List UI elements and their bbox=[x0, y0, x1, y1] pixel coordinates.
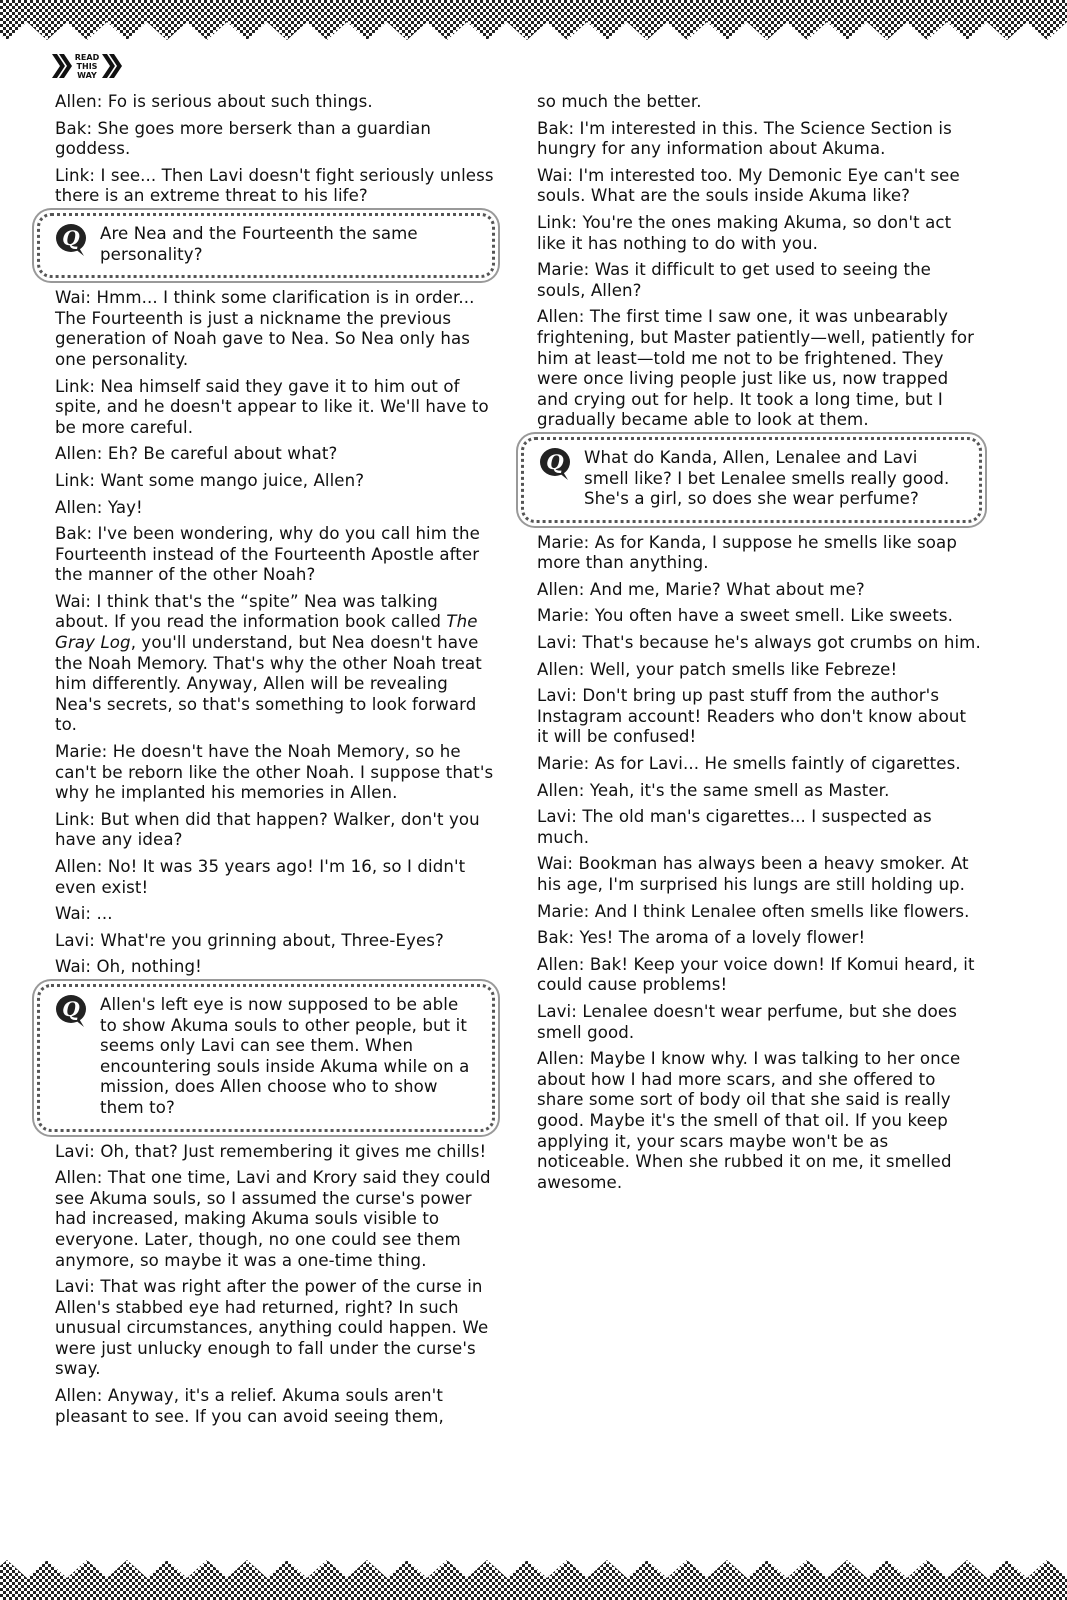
dialogue-text: The first time I saw one, it was unbearably frightening, but Master patiently—well, patiently for him at least—told me not to be frightened. They were once living people just like us, now trapped and crying out for help. It took a long time, but I gradually became able to look at them. bbox=[537, 307, 975, 430]
speaker-name: Marie: bbox=[55, 742, 108, 762]
dialogue-line bbox=[55, 1168, 495, 1271]
dialogue-text: Lenalee doesn't wear perfume, but she does smell good. bbox=[537, 1001, 957, 1042]
dialogue-text: She goes more berserk than a guardian goddess. bbox=[55, 118, 431, 159]
dialogue-line bbox=[55, 498, 495, 519]
dialogue-line bbox=[537, 633, 982, 654]
speaker-name: Lavi: bbox=[537, 1001, 577, 1021]
dialogue-line bbox=[55, 810, 495, 851]
speaker-name: Marie: bbox=[537, 901, 590, 921]
dialogue-text: That one time, Lavi and Krory said they could see Akuma souls, so I assumed the curse's power had increased, making Akuma souls visible to everyone. Later, though, no one could see them anymore, so maybe it was a one-time thing. bbox=[55, 1168, 491, 1270]
dialogue-line bbox=[537, 902, 982, 923]
speaker-name: Link: bbox=[55, 470, 96, 490]
question-text: What do Kanda, Allen, Lenalee and Lavi smell like? I bet Lenalee smells really good. She's a girl, so does she wear perfume? bbox=[584, 447, 950, 509]
dialogue-line bbox=[55, 742, 495, 804]
dialogue-line bbox=[55, 119, 495, 160]
top-checker-border bbox=[0, 0, 1067, 42]
speaker-name: Allen: bbox=[55, 444, 103, 464]
dialogue-text: Maybe I know why. I was talking to her once about how I had more scars, and she offered to share some sort of body oil that she said is really good. Maybe it's the smell of that oil. If you keep applying it, your scars maybe won't be as noticeable. When she rubbed it on me, it smelled awesome. bbox=[537, 1049, 961, 1192]
dialogue-text: Well, your patch smells like Febreze! bbox=[589, 659, 898, 679]
speaker-name: Bak: bbox=[55, 118, 93, 138]
dialogue-text: ... bbox=[96, 904, 113, 924]
speaker-name: Link: bbox=[537, 212, 578, 232]
dialogue-line bbox=[537, 1002, 982, 1043]
dialogue-line bbox=[537, 166, 982, 207]
right-column bbox=[537, 92, 982, 1199]
dialogue-text: He doesn't have the Noah Memory, so he can't be reborn like the other Noah. I suppose that's why he implanted his memories in Allen. bbox=[55, 742, 494, 803]
dialogue-text bbox=[55, 592, 482, 735]
dialogue-text: Don't bring up past stuff from the author's Instagram account! Readers who don't know about it will be confused! bbox=[537, 686, 967, 747]
dialogue-text: Was it difficult to get used to seeing the souls, Allen? bbox=[537, 260, 931, 300]
speaker-name: Allen: bbox=[537, 307, 585, 327]
dialogue-text: Yes! The aroma of a lovely flower! bbox=[579, 928, 866, 948]
dialogue-text: But when did that happen? Walker, don't you have any idea? bbox=[55, 809, 480, 850]
speaker-name: Wai: bbox=[55, 591, 92, 611]
speaker-name: Allen: bbox=[537, 1049, 585, 1069]
dialogue-line bbox=[55, 1386, 495, 1427]
dialogue-line bbox=[537, 533, 982, 574]
svg-text:Q: Q bbox=[546, 449, 564, 474]
reader-question-box bbox=[521, 437, 982, 523]
dialogue-line bbox=[537, 580, 982, 601]
speaker-name: Lavi: bbox=[55, 930, 95, 950]
dialogue-line bbox=[55, 471, 495, 492]
speaker-name: Allen: bbox=[537, 780, 585, 800]
q-bubble-icon bbox=[54, 993, 88, 1029]
dialogue-line bbox=[55, 1142, 495, 1163]
dialogue-text: Oh, that? Just remembering it gives me chills! bbox=[100, 1141, 487, 1161]
dialogue-line bbox=[537, 928, 982, 949]
dialogue-line bbox=[55, 92, 495, 113]
speaker-name: Wai: bbox=[55, 904, 92, 924]
speaker-name: Marie: bbox=[537, 754, 590, 774]
speaker-name: Lavi: bbox=[537, 633, 577, 653]
speaker-name: Link: bbox=[55, 376, 96, 396]
dialogue-text: Fo is serious about such things. bbox=[107, 92, 373, 111]
speaker-name: Lavi: bbox=[537, 686, 577, 706]
dialogue-line bbox=[55, 957, 495, 978]
dialogue-text: And I think Lenalee often smells like flowers. bbox=[594, 901, 970, 921]
bottom-checker-border bbox=[0, 1558, 1067, 1600]
reader-question-box bbox=[37, 213, 495, 278]
svg-text:Q: Q bbox=[62, 996, 80, 1021]
dialogue-text: No! It was 35 years ago! I'm 16, so I didn't even exist! bbox=[55, 857, 466, 897]
dialogue-text: I'm interested in this. The Science Section is hungry for any information about Akuma. bbox=[537, 118, 952, 159]
dialogue-text: Yeah, it's the same smell as Master. bbox=[589, 780, 890, 800]
dialogue-text: You're the ones making Akuma, so don't act like it has nothing to do with you. bbox=[537, 212, 952, 253]
dialogue-text: Anyway, it's a relief. Akuma souls aren't pleasant to see. If you can avoid seeing them, bbox=[55, 1386, 444, 1426]
dialogue-line bbox=[537, 807, 982, 848]
dialogue-text: That was right after the power of the curse in Allen's stabbed eye had returned, right? In such unusual circumstances, anything could happen. We were just unlucky enough to fall under the curse's sway. bbox=[55, 1277, 489, 1379]
speaker-name: Allen: bbox=[55, 92, 103, 111]
read-this-way-badge bbox=[52, 50, 122, 82]
q-bubble-icon bbox=[538, 446, 572, 482]
dialogue-line bbox=[537, 781, 982, 802]
dialogue-line bbox=[55, 444, 495, 465]
speaker-name: Wai: bbox=[537, 165, 574, 185]
speaker-name: Lavi: bbox=[537, 807, 577, 827]
dialogue-line bbox=[537, 754, 982, 775]
dialogue-line bbox=[537, 955, 982, 996]
dialogue-line bbox=[537, 307, 982, 431]
dialogue-line bbox=[55, 592, 495, 736]
dialogue-line bbox=[537, 660, 982, 681]
dialogue-line bbox=[537, 260, 982, 301]
dialogue-line bbox=[537, 119, 982, 160]
dialogue-line bbox=[537, 92, 982, 113]
speaker-name: Bak: bbox=[537, 928, 575, 948]
dialogue-line bbox=[537, 213, 982, 254]
dialogue-line bbox=[55, 904, 495, 925]
svg-text:Q: Q bbox=[62, 225, 80, 250]
speaker-name: Link: bbox=[55, 809, 96, 829]
speaker-name: Allen: bbox=[55, 1386, 103, 1406]
dialogue-line bbox=[537, 606, 982, 627]
speaker-name: Allen: bbox=[537, 579, 585, 599]
dialogue-text: Want some mango juice, Allen? bbox=[100, 470, 365, 490]
left-column bbox=[55, 92, 495, 1433]
speaker-name: Bak: bbox=[55, 524, 93, 544]
dialogue-text: You often have a sweet smell. Like sweets. bbox=[594, 606, 954, 626]
dialogue-text: Hmm... I think some clarification is in order... The Fourteenth is just a nickname the previous generation of Noah gave to Nea. So Nea only has one personality. bbox=[55, 288, 475, 369]
speaker-name: Allen: bbox=[537, 659, 585, 679]
speaker-name: Allen: bbox=[55, 497, 103, 517]
dialogue-line bbox=[55, 166, 495, 207]
dialogue-text: I'm interested too. My Demonic Eye can't see souls. What are the souls inside Akuma like? bbox=[537, 165, 960, 206]
question-text: Allen's left eye is now supposed to be able to show Akuma souls to other people, but it seems only Lavi can see them. When encountering souls inside Akuma while on a mission, does Allen choose who to show them to? bbox=[100, 994, 470, 1117]
dialogue-text: I've been wondering, why do you call him the Fourteenth instead of the Fourteenth Apostle after the manner of the other Noah? bbox=[55, 524, 480, 585]
speaker-name: Wai: bbox=[537, 854, 574, 874]
dialogue-text: What're you grinning about, Three-Eyes? bbox=[100, 930, 444, 950]
dialogue-line bbox=[537, 1049, 982, 1193]
svg-text:READTHISWAY: READ THIS WAY bbox=[74, 53, 100, 80]
dialogue-line bbox=[55, 1277, 495, 1380]
dialogue-text: Oh, nothing! bbox=[96, 957, 202, 977]
dialogue-text: And me, Marie? What about me? bbox=[589, 579, 865, 599]
reader-question-box bbox=[37, 984, 495, 1132]
dialogue-text: Bookman has always been a heavy smoker. At his age, I'm surprised his lungs are still holding up. bbox=[537, 854, 969, 894]
dialogue-text: Nea himself said they gave it to him out of spite, and he doesn't appear to like it. We'll have to be more careful. bbox=[55, 376, 489, 437]
dialogue-text: Yay! bbox=[107, 497, 143, 517]
dialogue-line bbox=[537, 686, 982, 748]
speaker-name: Lavi: bbox=[55, 1141, 95, 1161]
dialogue-line bbox=[55, 288, 495, 370]
dialogue-text: Eh? Be careful about what? bbox=[107, 444, 338, 464]
speaker-name: Lavi: bbox=[55, 1277, 95, 1297]
dialogue-line bbox=[55, 377, 495, 439]
book-title: The Gray Log bbox=[55, 612, 478, 653]
dialogue-line bbox=[55, 524, 495, 586]
dialogue-line bbox=[537, 854, 982, 895]
speaker-name: Marie: bbox=[537, 260, 590, 280]
dialogue-text-part: I think that's the “spite” Nea was talking about. If you read the information book called bbox=[55, 591, 447, 632]
speaker-name: Link: bbox=[55, 165, 96, 185]
speaker-name: Bak: bbox=[537, 118, 575, 138]
speaker-name: Marie: bbox=[537, 606, 590, 626]
dialogue-text: That's because he's always got crumbs on him. bbox=[582, 633, 981, 653]
dialogue-text: The old man's cigarettes... I suspected as much. bbox=[537, 807, 932, 847]
dialogue-text: I see... Then Lavi doesn't fight seriously unless there is an extreme threat to his life? bbox=[55, 165, 494, 206]
dialogue-text-part: , you'll understand, but Nea doesn't have the Noah Memory. That's why the other Noah treat him differently. Anyway, Allen will be revealing Nea's secrets, so that's something to look forward to. bbox=[55, 633, 482, 735]
dialogue-line bbox=[55, 857, 495, 898]
speaker-name: Marie: bbox=[537, 532, 590, 552]
dialogue-text: As for Kanda, I suppose he smells like soap more than anything. bbox=[537, 532, 957, 573]
dialogue-text: Bak! Keep your voice down! If Komui heard, it could cause problems! bbox=[537, 954, 975, 995]
speaker-name: Allen: bbox=[537, 954, 585, 974]
speaker-name: Allen: bbox=[55, 1168, 103, 1188]
q-bubble-icon bbox=[54, 222, 88, 258]
dialogue-text: so much the better. bbox=[537, 92, 702, 111]
question-text: Are Nea and the Fourteenth the same personality? bbox=[100, 223, 418, 264]
dialogue-text: As for Lavi... He smells faintly of cigarettes. bbox=[594, 754, 961, 774]
dialogue-line bbox=[55, 931, 495, 952]
speaker-name: Allen: bbox=[55, 857, 103, 876]
speaker-name: Wai: bbox=[55, 288, 92, 308]
speaker-name: Wai: bbox=[55, 957, 92, 977]
